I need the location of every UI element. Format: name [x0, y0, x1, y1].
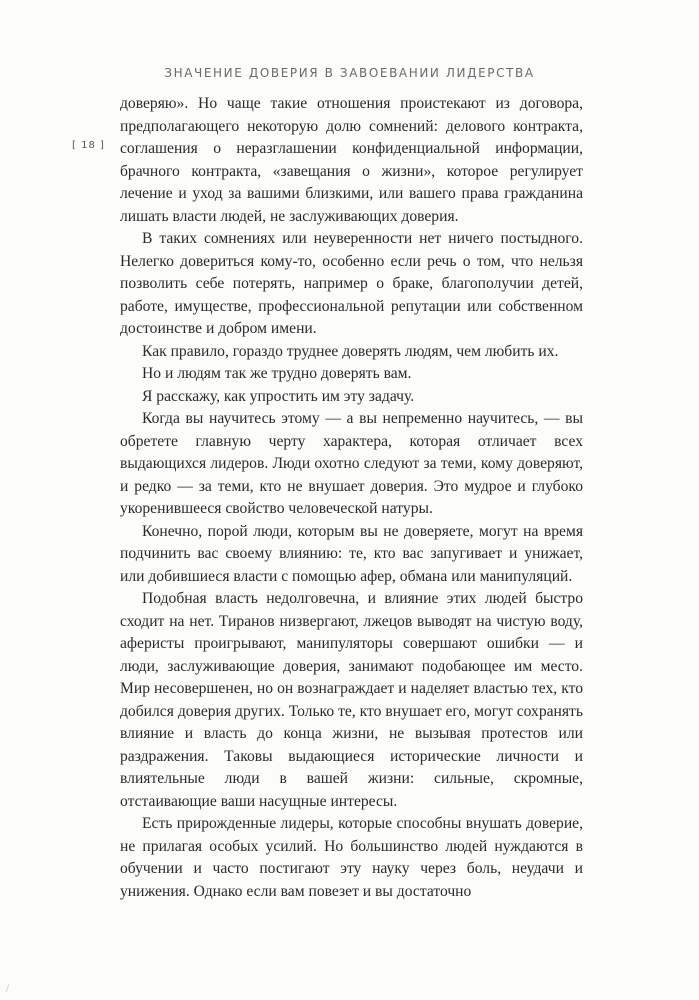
paragraph: Как правило, гораздо труднее доверять людям, чем любить их. [142, 342, 559, 360]
paragraph: Подобная власть недолговечна, и влияние этих людей быстро сходит на нет. Тиранов низвергают, лжецов выводят на чистую воду, аферисты проигрывают, манипуляторы совершают ошибки — и люди, заслуживающие доверия, занимают подобающее им место. Мир несовершенен, но он вознаграждает и наделяет властью тех, кто добился доверия других. Только те, кто внушает его, могут сохранять влияние и власть до конца жизни, не вызывая протестов или раздражения. Таковы выдающиеся исторические личности и влиятельные люди в вашей жизни: сильные, скромные, отстаивающие ваши насущные интересы. [120, 590, 583, 810]
paragraph: Есть прирожденные лидеры, которые способны внушать доверие, не прилагая особых усилий. Но большинство людей нуждаются в обучении и часто постигают эту науку через боль, неудачи и унижения. Однако если вам повезет и вы достаточно [120, 815, 583, 900]
paragraph: В таких сомнениях или неуверенности нет ничего постыдного. Нелегко довериться кому-то, особенно если речь о том, что нельзя позволить себе потерять, например о браке, благополучии детей, работе, имуществе, профессиональной репутации или собственном достоинстве и добром имени. [120, 230, 583, 337]
paragraph: Конечно, порой люди, которым вы не доверяете, могут на время подчинить вас своему влиянию: те, кто вас запугивает и унижает, или добившиеся власти с помощью афер, обмана или манипуляций. [120, 522, 583, 585]
paragraph: Я расскажу, как упростить им эту задачу. [142, 387, 415, 405]
paragraph: Когда вы научитесь этому — а вы непременно научитесь, — вы обретете главную черту характера, которая отличает всех выдающихся лидеров. Люди охотно следуют за теми, кому доверяют, и редко — за теми, кто не внушает доверия. Это мудрое и глубоко укоренившееся свойство человеческой натуры. [120, 410, 583, 517]
running-title: ЗНАЧЕНИЕ ДОВЕРИЯ В ЗАВОЕВАНИИ ЛИДЕРСТВА [164, 66, 535, 80]
corner-mark: / [6, 984, 10, 994]
page-number: [ 18 ] [72, 140, 105, 151]
paragraph: Но и людям так же трудно доверять вам. [142, 365, 412, 382]
body-text [120, 93, 583, 903]
paragraph: доверяю». Но чаще такие отношения проистекают из договора, предполагающего некоторую долю сомнений: делового контракта, соглашения о неразглашении конфиденциальной информации, брачного контракта, «завещания о жизни», которое регулирует лечение и уход за вашими близкими, или вашего права гражданина лишать власти людей, не заслуживающих доверия. [120, 95, 583, 225]
